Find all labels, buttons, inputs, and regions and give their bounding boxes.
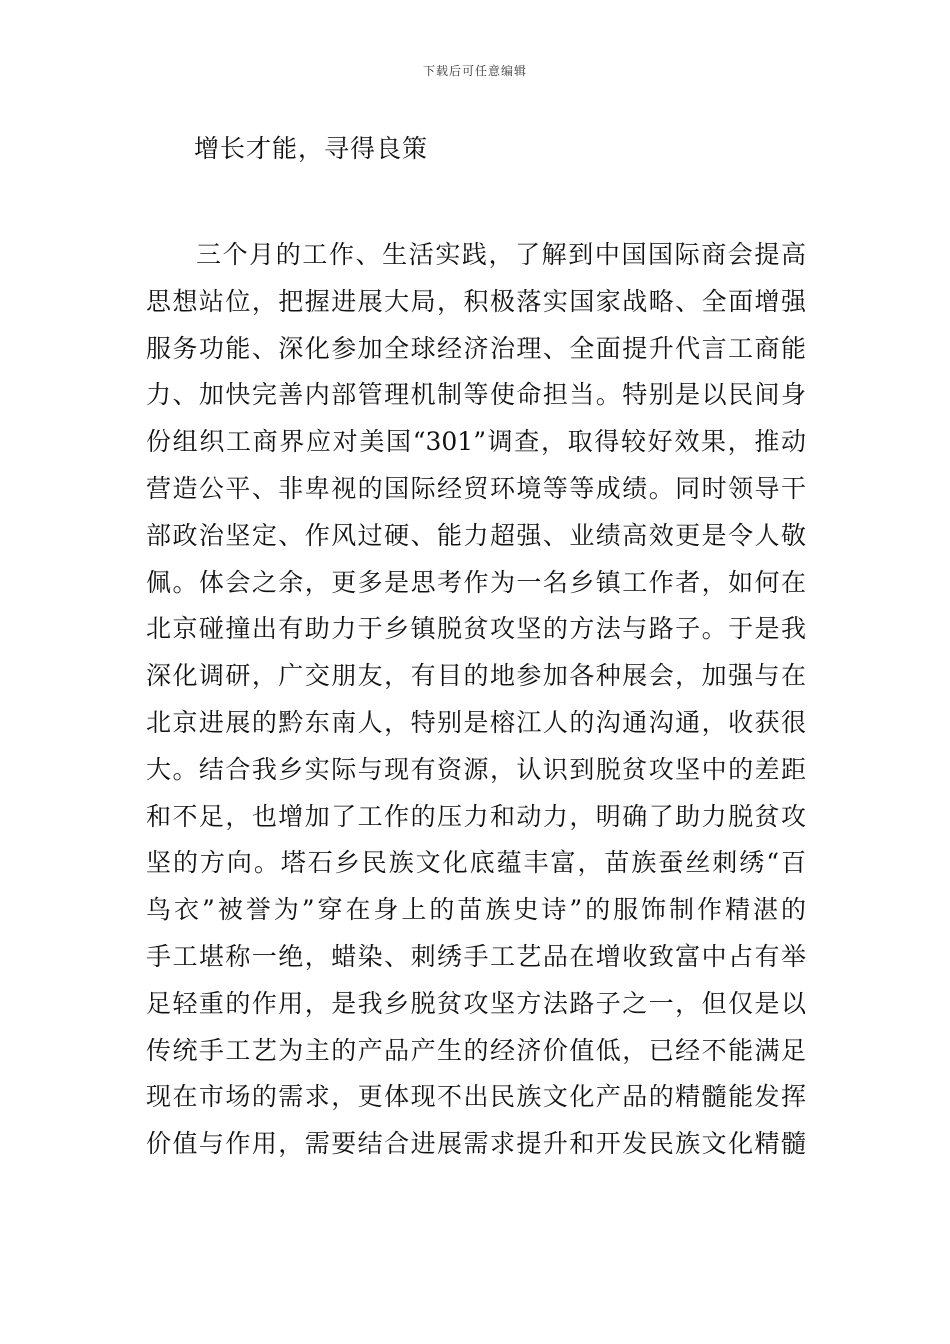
paragraph-line: 现在市场的需求，更体现不出民族文化产品的精髓能发挥: [146, 1082, 806, 1112]
paragraph-line: 思想站位，把握进展大局，积极落实国家战略、全面增强: [146, 286, 806, 316]
paragraph-line: 手工堪称一绝，蜡染、刺绣手工艺品在增收致富中占有举: [146, 941, 806, 971]
header-note: 下载后可任意编辑: [422, 64, 527, 78]
section-heading: 增长才能，寻得良策: [194, 134, 429, 163]
paragraph-line: 大。结合我乡实际与现有资源，认识到脱贫攻坚中的差距: [146, 754, 806, 784]
paragraph-line: 力、加快完善内部管理机制等使命担当。特别是以民间身: [146, 380, 806, 410]
paragraph-line: 营造公平、非卑视的国际经贸环境等等成绩。同时领导干: [146, 473, 806, 503]
body-paragraph: [146, 232, 806, 1168]
paragraph-line: 深化调研，广交朋友，有目的地参加各种展会，加强与在: [146, 661, 806, 691]
paragraph-line: 北京碰撞出有助力于乡镇脱贫攻坚的方法与路子。于是我: [146, 614, 806, 644]
paragraph-line: 佩。体会之余，更多是思考作为一名乡镇工作者，如何在: [146, 567, 806, 597]
paragraph-line: 坚的方向。塔石乡民族文化底蕴丰富，苗族蚕丝刺绣“百: [146, 848, 806, 878]
paragraph-line: 部政治坚定、作风过硬、能力超强、业绩高效更是令人敬: [146, 520, 806, 550]
paragraph-line: 足轻重的作用，是我乡脱贫攻坚方法路子之一，但仅是以: [146, 988, 806, 1018]
paragraph-line: 鸟衣”被誉为”穿在身上的苗族史诗”的服饰制作精湛的: [146, 895, 806, 925]
paragraph-line: 份组织工商界应对美国“301”调查，取得较好效果，推动: [146, 427, 806, 457]
paragraph-line: 北京进展的黔东南人，特别是榕江人的沟通沟通，收获很: [146, 707, 806, 737]
paragraph-line: 三个月的工作、生活实践，了解到中国国际商会提高: [196, 240, 806, 269]
paragraph-line: 服务功能、深化参加全球经济治理、全面提升代言工商能: [146, 333, 806, 363]
paragraph-line: 传统手工艺为主的产品产生的经济价值低，已经不能满足: [146, 1035, 806, 1065]
paragraph-line: 价值与作用，需要结合进展需求提升和开发民族文化精髓: [146, 1129, 806, 1159]
paragraph-line: 和不足，也增加了工作的压力和动力，明确了助力脱贫攻: [146, 801, 806, 831]
